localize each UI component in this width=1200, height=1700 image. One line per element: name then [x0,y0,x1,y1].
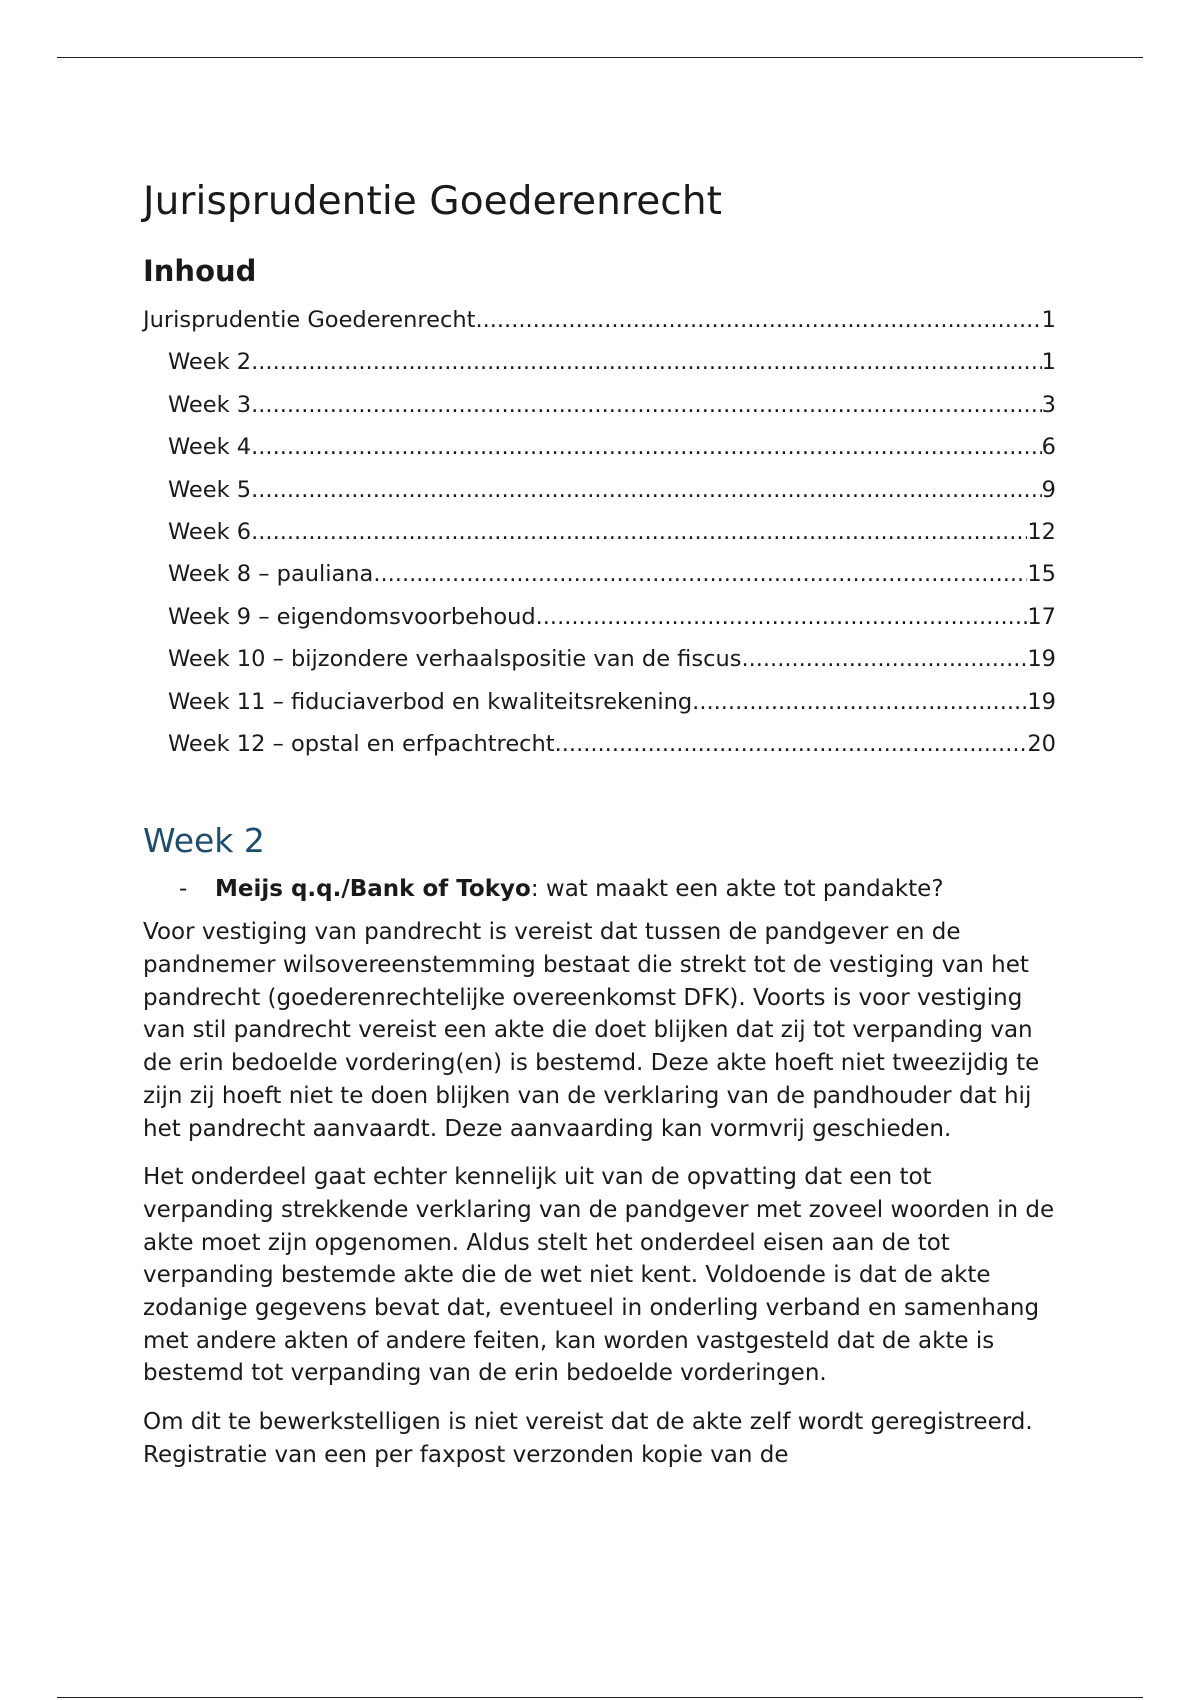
toc-entry-label: Week 4 [168,434,252,461]
toc-entry-label: Week 8 – pauliana [168,561,374,588]
table-of-contents [143,299,1056,765]
toc-leader-dots [741,638,1027,680]
document-title: Jurisprudentie Goederenrecht [143,179,723,224]
toc-entry[interactable] [143,553,1056,595]
toc-leader-dots [692,681,1027,723]
body-paragraph: Het onderdeel gaat echter kennelijk uit van de opvatting dat een tot verpanding strekkende verklaring van de pandgever met zoveel woorden in de akte moet zijn opgenomen. Aldus stelt het onderdeel eisen aan de tot verpanding bestemde akte die de wet niet kent. Voldoende is dat de akte zodanige gegevens bevat dat, eventueel in onderling verband en samenhang met andere akten of andere feiten, kan worden vastgesteld dat de akte is bestemd tot verpanding van de erin bedoelde vorderingen. [143,1164,1055,1387]
toc-entry-page: 3 [1041,391,1056,418]
toc-entry-page: 19 [1027,646,1056,673]
toc-entry-label: Week 10 – bijzondere verhaalspositie van de fiscus [168,646,742,673]
toc-entry-page: 9 [1041,476,1056,503]
body-paragraph: Voor vestiging van pandrecht is vereist dat tussen de pandgever en de pandnemer wilsovereenstemming bestaat die strekt tot de vestiging van het pandrecht (goederenrechtelijke overeenkomst DFK). Voorts is voor vestiging van stil pandrecht vereist een akte die doet blijken dat zij tot verpanding van de erin bedoelde vordering(en) is bestemd. Deze akte hoeft niet tweezijdig te zijn zij hoeft niet te doen blijken van de verklaring van de pandhouder dat hij het pandrecht aanvaardt. Deze aanvaarding kan vormvrij geschieden. [143,919,1040,1142]
case-name: Meijs q.q./Bank of Tokyo [215,876,531,903]
toc-entry[interactable] [143,723,1056,765]
toc-entry[interactable] [143,469,1056,511]
toc-entry[interactable] [143,511,1056,553]
toc-entry-label: Week 6 [168,518,252,545]
toc-entry-label: Jurisprudentie Goederenrecht [143,307,476,333]
section-heading: Week 2 [143,821,265,861]
toc-leader-dots [536,596,1028,638]
toc-entry-label: Week 5 [168,476,252,503]
document-page [143,176,1056,1488]
toc-leader-dots [251,511,1027,553]
toc-leader-dots [251,426,1042,468]
toc-leader-dots [555,723,1028,765]
toc-entry-page: 1 [1041,349,1056,376]
toc-leader-dots [251,384,1042,426]
toc-entry-label: Week 12 – opstal en erfpachtrecht [168,730,555,757]
toc-entry-page: 1 [1041,307,1056,333]
toc-entry[interactable] [143,384,1056,426]
toc-entry[interactable] [143,596,1056,638]
case-bullet [179,873,1056,906]
toc-leader-dots [251,469,1042,511]
toc-entry[interactable] [143,681,1056,723]
toc-entry-page: 19 [1027,688,1056,715]
toc-entry-page: 6 [1041,434,1056,461]
case-question: : wat maakt een akte tot pandakte? [530,876,944,903]
bullet-text [215,873,944,906]
toc-entry-label: Week 2 [168,349,252,376]
toc-heading: Inhoud [143,254,257,288]
toc-leader-dots [251,341,1042,383]
toc-entry-page: 17 [1027,603,1056,630]
toc-entry[interactable] [143,638,1056,680]
bullet-dash: - [179,876,188,903]
toc-entry[interactable] [143,426,1056,468]
toc-entry-label: Week 3 [168,391,252,418]
toc-leader-dots [475,299,1041,341]
body-paragraph: Om dit te bewerkstelligen is niet vereist dat de akte zelf wordt geregistreerd. Registratie van een per faxpost verzonden kopie van de [143,1409,1033,1468]
footer-rule [57,1697,1143,1698]
toc-entry-page: 15 [1027,561,1056,588]
toc-entry-page: 12 [1027,518,1056,545]
toc-entry-label: Week 11 – fiduciaverbod en kwaliteitsrekening [168,688,693,715]
toc-entry[interactable] [143,299,1056,341]
toc-entry-page: 20 [1027,730,1056,757]
toc-leader-dots [373,553,1027,595]
toc-entry[interactable] [143,341,1056,383]
toc-entry-label: Week 9 – eigendomsvoorbehoud [168,603,536,630]
header-rule [57,57,1143,58]
